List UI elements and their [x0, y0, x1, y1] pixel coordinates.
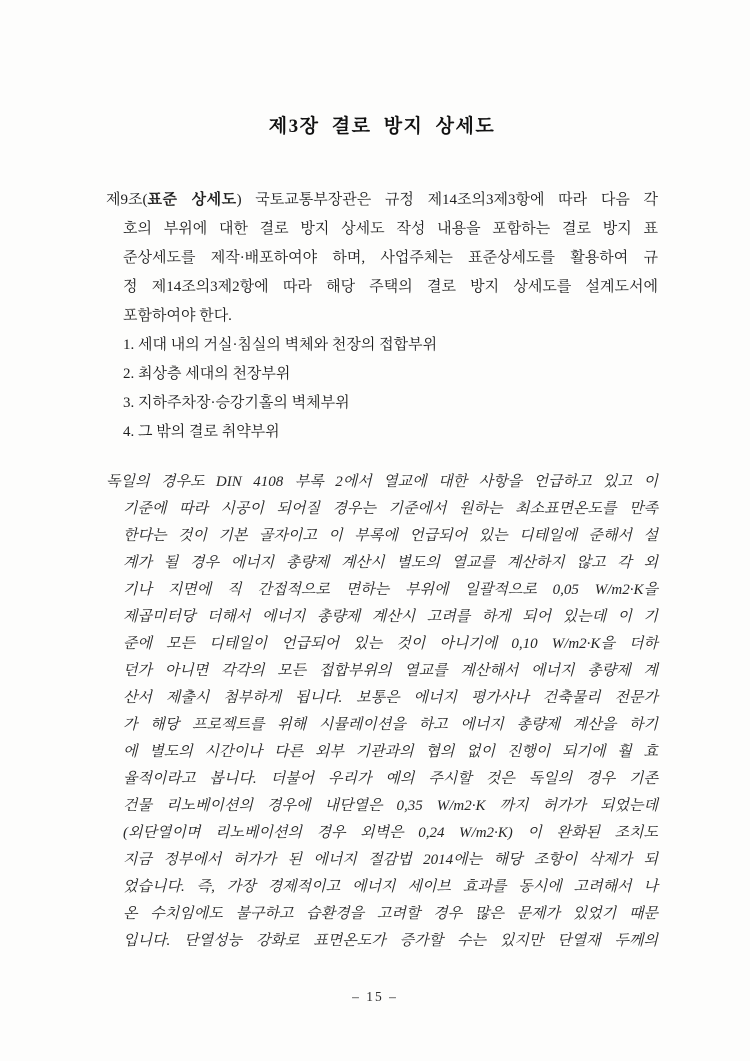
article-first-line-rest: ) 국토교통부장관은 규정 제14조의3제3항에 따라 다음 각 [236, 192, 658, 208]
commentary-paragraph [106, 469, 658, 955]
article-line: 준상세도를 제작·배포하여야 하며, 사업주체는 표준상세도를 활용하여 규 [123, 250, 658, 266]
commentary-line: 기나 지면에 직 간접적으로 면하는 부위에 일괄적으로 0,05 W/m2·K을 [123, 582, 658, 598]
commentary-line: 건물 리노베이션의 경우에 내단열은 0,35 W/m2·K 까지 허가가 되었는데 [123, 798, 658, 814]
article-heading-bold: 표준 상세도 [147, 192, 237, 208]
commentary-line: 온 수치임에도 불구하고 습환경을 고려할 경우 많은 문제가 있었기 때문 [123, 906, 658, 922]
list-item: 2. 최상층 세대의 천장부위 [123, 366, 291, 382]
commentary-line: 독일의 경우도 DIN 4108 부록 2에서 열교에 대한 사항을 언급하고 있고 이 [106, 474, 658, 490]
article-line: 호의 부위에 대한 결로 방지 상세도 작성 내용을 포함하는 결로 방지 표 [123, 221, 658, 237]
commentary-line: 기준에 따라 시공이 되어질 경우는 기준에서 원하는 최소표면온도를 만족 [123, 501, 658, 517]
commentary-line: 입니다. 단열성능 강화로 표면온도가 증가할 수는 있지만 단열재 두께의 [123, 933, 658, 949]
commentary-line: 율적이라고 봅니다. 더불어 우리가 예의 주시할 것은 독일의 경우 기존 [123, 771, 658, 787]
condensation-area-list [106, 331, 658, 447]
article-line: 포함하여야 한다. [123, 308, 232, 324]
commentary-line: 가 해당 프로젝트를 위해 시뮬레이션을 하고 에너지 총량제 계산을 하기 [123, 717, 658, 733]
commentary-line: 제곱미터당 더해서 에너지 총량제 계산시 고려를 하게 되어 있는데 이 기 [123, 609, 658, 625]
article-number: 제9조( [106, 192, 148, 208]
commentary-line: (외단열이며 리노베이션의 경우 외벽은 0,24 W/m2·K) 이 완화된 조치도 [123, 825, 658, 841]
article-body-lines [123, 215, 658, 331]
article-first-line [106, 186, 658, 215]
list-item: 3. 지하주차장·승강기홀의 벽체부위 [123, 395, 350, 411]
commentary-line: 산서 제출시 첨부하게 됩니다. 보통은 에너지 평가사나 건축물리 전문가 [123, 690, 658, 706]
commentary-line: 었습니다. 즉, 가장 경제적이고 에너지 세이브 효과를 동시에 고려해서 나 [123, 879, 658, 895]
article-line: 정 제14조의3제2항에 따라 해당 주택의 결로 방지 상세도를 설계도서에 [123, 279, 658, 295]
article-paragraph [106, 186, 658, 331]
commentary-line: 던가 아니면 각각의 모든 접합부위의 열교를 계산해서 에너지 총량제 계 [123, 663, 658, 679]
commentary-line: 한다는 것이 기본 골자이고 이 부록에 언급되어 있는 디테일에 준해서 설 [123, 528, 658, 544]
commentary-line: 지금 정부에서 허가가 된 에너지 절감법 2014에는 해당 조항이 삭제가 되 [123, 852, 658, 868]
commentary-line: 에 별도의 시간이나 다른 외부 기관과의 협의 없이 진행이 되기에 훨 효 [123, 744, 658, 760]
commentary-line: 준에 모든 디테일이 언급되어 있는 것이 아니기에 0,10 W/m2·K을 더하 [123, 636, 658, 652]
list-item: 4. 그 밖의 결로 취약부위 [123, 424, 280, 440]
list-item: 1. 세대 내의 거실·침실의 벽체와 천장의 접합부위 [123, 337, 438, 353]
commentary-line: 계가 될 경우 에너지 총량제 계산시 별도의 열교를 계산하지 않고 각 외 [123, 555, 658, 571]
chapter-title: 제3장 결로 방지 상세도 [268, 116, 496, 137]
page-number: – 15 – [352, 989, 398, 1004]
